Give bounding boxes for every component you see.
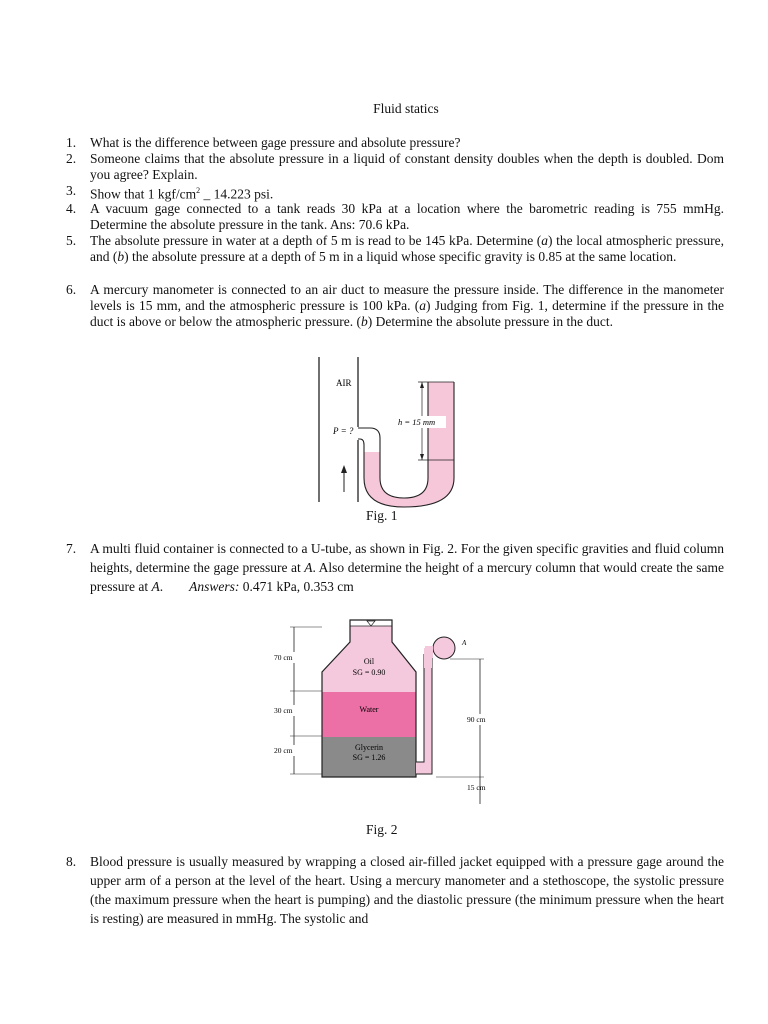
u-tube-inner [416,654,424,762]
question-3 [66,183,724,203]
question-text: Show that 1 kgf/$cm^2$ _ 14.223 psi. [90,186,274,202]
dim-20-label: 20 cm [274,746,293,755]
question-text: The absolute pressure in water at a depth of 5 m is read to be 145 kPa. Determine (a) the local atmospheric pressure, and (b) the absolute pressure at a depth of 5 m in a liquid whose specific gravity is 0.85 at the same location. [90,233,725,264]
question-text: What is the difference between gage pressure and absolute pressure? [90,135,461,150]
u-tube-glycerin [416,762,430,770]
water-label: Water [359,705,379,714]
question-number: 5. [66,233,77,248]
question-text: A multi fluid container is connected to a U-tube, as shown in Fig. 2. For the given specific gravities and fluid column heights, determine the gage pressure at A. Also determine the height of a mercury column that would create the same pressure at A. Answers: 0.471 kPa, 0.353 cm [90,541,724,594]
arrow-down-icon [420,454,424,460]
dim-15-label: 15 cm [467,783,486,792]
arrow-up-icon [420,382,424,388]
question-2 [66,151,724,183]
question-1 [66,135,724,151]
question-5 [66,233,724,265]
dim-90-label: 90 cm [467,715,486,724]
question-number: 3. [66,183,77,198]
pressure-label: P = ? [333,426,354,436]
point-a-label: A [462,639,467,647]
flow-arrow-icon [341,465,347,473]
question-text: Someone claims that the absolute pressure in a liquid of constant density doubles when the depth is doubled. Dom you agree? Explain. [90,151,724,182]
air-label: AIR [336,378,352,388]
question-number: 1. [66,135,77,150]
question-text: A vacuum gage connected to a tank reads 30 kPa at a location where the barometric reading is 755 mmHg. Determine the absolute pressure in the tank. Ans: 70.6 kPa. [90,201,724,232]
question-text: Blood pressure is usually measured by wrapping a closed air-filled jacket equipped with a pressure gage around the upper arm of a person at the level of the heart. Using a mercury manometer and a stethoscope, the systolic pressure (the maximum pressure when the heart is pumping) and the diastolic pressure (the minimum pressure when the heart is resting) are measured in mmHg. The systolic and [90,854,724,926]
height-label: h = 15 mm [398,417,436,427]
question-number: 4. [66,201,77,216]
oil-sg-label: SG = 0.90 [352,668,386,677]
bulb-a [433,637,455,659]
question-text: A mercury manometer is connected to an air duct to measure the pressure inside. The difference in the manometer levels is 15 mm, and the atmospheric pressure is 100 kPa. (a) Judging from Fig. 1, determine if the pressure in the duct is above or below the atmospheric pressure. (b) Determine the absolute pressure in the duct. [90,282,724,329]
question-number: 2. [66,151,77,166]
free-surface-icon [367,621,375,626]
question-8 [66,852,724,928]
question-6 [66,282,724,330]
oil-label: Oil [363,657,375,666]
question-number: 8. [66,854,77,869]
glycerin-sg-label: SG = 1.26 [352,753,386,762]
question-number: 7. [66,541,77,556]
figure-2 [270,612,510,812]
glycerin-label: Glycerin [355,743,383,752]
dim-70-label: 70 cm [274,653,293,662]
question-number: 6. [66,282,77,297]
question-7 [66,539,724,596]
figure-1 [300,352,470,512]
figure-1-caption: Fig. 1 [366,508,398,523]
water-layer [322,692,416,737]
question-4 [66,201,724,233]
dim-30-label: 30 cm [274,706,293,715]
figure-2-caption: Fig. 2 [366,822,398,837]
mercury-column [364,382,454,507]
page-title: Fluid statics [373,101,439,116]
